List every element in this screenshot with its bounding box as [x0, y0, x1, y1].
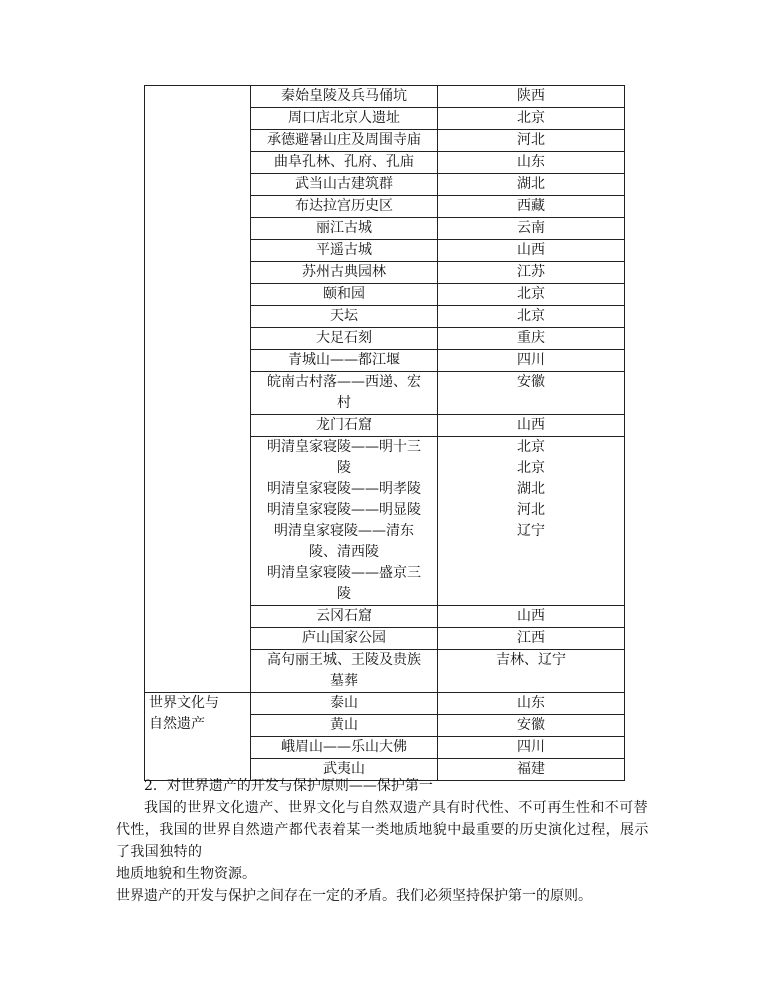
cell-line: 世界文化与 — [149, 695, 219, 711]
site-cell: 黄山 — [251, 715, 438, 737]
table-row — [145, 693, 625, 715]
cell-line: 村 — [337, 395, 351, 411]
province-cell: 湖北 — [438, 174, 625, 196]
site-cell: 天坛 — [251, 306, 438, 328]
paragraph-1: 我国的世界文化遗产、世界文化与自然双遗产具有时代性、不可再生性和不可替代性，我国的世界自然遗产都代表着某一类地质地貌中最重要的历史演化过程，展示了我国独特的 — [116, 800, 649, 860]
site-cell: 周口店北京人遗址 — [251, 108, 438, 130]
province-cell: 江西 — [438, 628, 625, 650]
cell-line: 北京 — [517, 439, 545, 455]
heritage-table — [144, 85, 625, 781]
cell-line: 辽宁 — [517, 523, 545, 539]
province-cell: 山东 — [438, 693, 625, 715]
cell-line: 明清皇家寝陵——清东 — [274, 523, 414, 539]
site-cell: 布达拉宫历史区 — [251, 196, 438, 218]
province-cell: 河北 — [438, 130, 625, 152]
cell-line: 陵 — [337, 460, 351, 476]
province-cell: 北京 — [438, 284, 625, 306]
cell-line: 湖北 — [517, 481, 545, 497]
province-cell: 福建 — [438, 759, 625, 781]
province-cell: 山东 — [438, 152, 625, 174]
cell-line: 河北 — [517, 502, 545, 518]
site-cell: 苏州古典园林 — [251, 262, 438, 284]
paragraph-2: 地质地貌和生物资源。 — [116, 866, 256, 882]
province-cell: 四川 — [438, 737, 625, 759]
site-cell: 平遥古城 — [251, 240, 438, 262]
category-cell-group2 — [145, 693, 251, 781]
site-cell — [251, 650, 438, 693]
site-cell: 武当山古建筑群 — [251, 174, 438, 196]
cell-line: 陵 — [337, 586, 351, 602]
section-heading: 2．对世界遗产的开发与保护原则——保护第一 — [144, 778, 433, 794]
cell-line: 高句丽王城、王陵及贵族 — [267, 652, 421, 668]
province-cell: 云南 — [438, 218, 625, 240]
cell-line: 明清皇家寝陵——明显陵 — [267, 502, 421, 518]
site-cell: 曲阜孔林、孔府、孔庙 — [251, 152, 438, 174]
site-cell: 龙门石窟 — [251, 415, 438, 437]
cell-line: 明清皇家寝陵——盛京三 — [267, 565, 421, 581]
site-cell: 峨眉山——乐山大佛 — [251, 737, 438, 759]
site-cell: 大足石刻 — [251, 328, 438, 350]
site-cell: 武夷山 — [251, 759, 438, 781]
province-cell: 重庆 — [438, 328, 625, 350]
province-cell: 安徽 — [438, 715, 625, 737]
cell-line: 明清皇家寝陵——明十三 — [267, 439, 421, 455]
cell-line: 北京 — [517, 460, 545, 476]
site-cell — [251, 372, 438, 415]
site-cell: 承德避暑山庄及周围寺庙 — [251, 130, 438, 152]
province-cell: 吉林、辽宁 — [438, 650, 625, 693]
site-cell: 颐和园 — [251, 284, 438, 306]
cell-line: 皖南古村落——西递、宏 — [267, 374, 421, 390]
province-cell: 山西 — [438, 240, 625, 262]
province-cell — [438, 437, 625, 606]
site-cell — [251, 437, 438, 606]
province-cell: 北京 — [438, 108, 625, 130]
site-cell: 丽江古城 — [251, 218, 438, 240]
paragraph-3: 世界遗产的开发与保护之间存在一定的矛盾。我们必须坚持保护第一的原则。 — [116, 888, 592, 904]
cell-line: 陵、清西陵 — [309, 544, 379, 560]
site-cell: 庐山国家公园 — [251, 628, 438, 650]
site-cell: 秦始皇陵及兵马俑坑 — [251, 86, 438, 108]
province-cell: 北京 — [438, 306, 625, 328]
site-cell: 云冈石窟 — [251, 606, 438, 628]
cell-line: 墓葬 — [330, 673, 358, 689]
cell-line: 自然遗产 — [149, 716, 205, 732]
province-cell: 江苏 — [438, 262, 625, 284]
category-cell-group1 — [145, 86, 251, 693]
province-cell: 陕西 — [438, 86, 625, 108]
province-cell: 西藏 — [438, 196, 625, 218]
province-cell: 安徽 — [438, 372, 625, 415]
province-cell: 山西 — [438, 415, 625, 437]
table-row — [145, 86, 625, 108]
site-cell: 泰山 — [251, 693, 438, 715]
site-cell: 青城山——都江堰 — [251, 350, 438, 372]
cell-line: 明清皇家寝陵——明孝陵 — [267, 481, 421, 497]
province-cell: 山西 — [438, 606, 625, 628]
province-cell: 四川 — [438, 350, 625, 372]
